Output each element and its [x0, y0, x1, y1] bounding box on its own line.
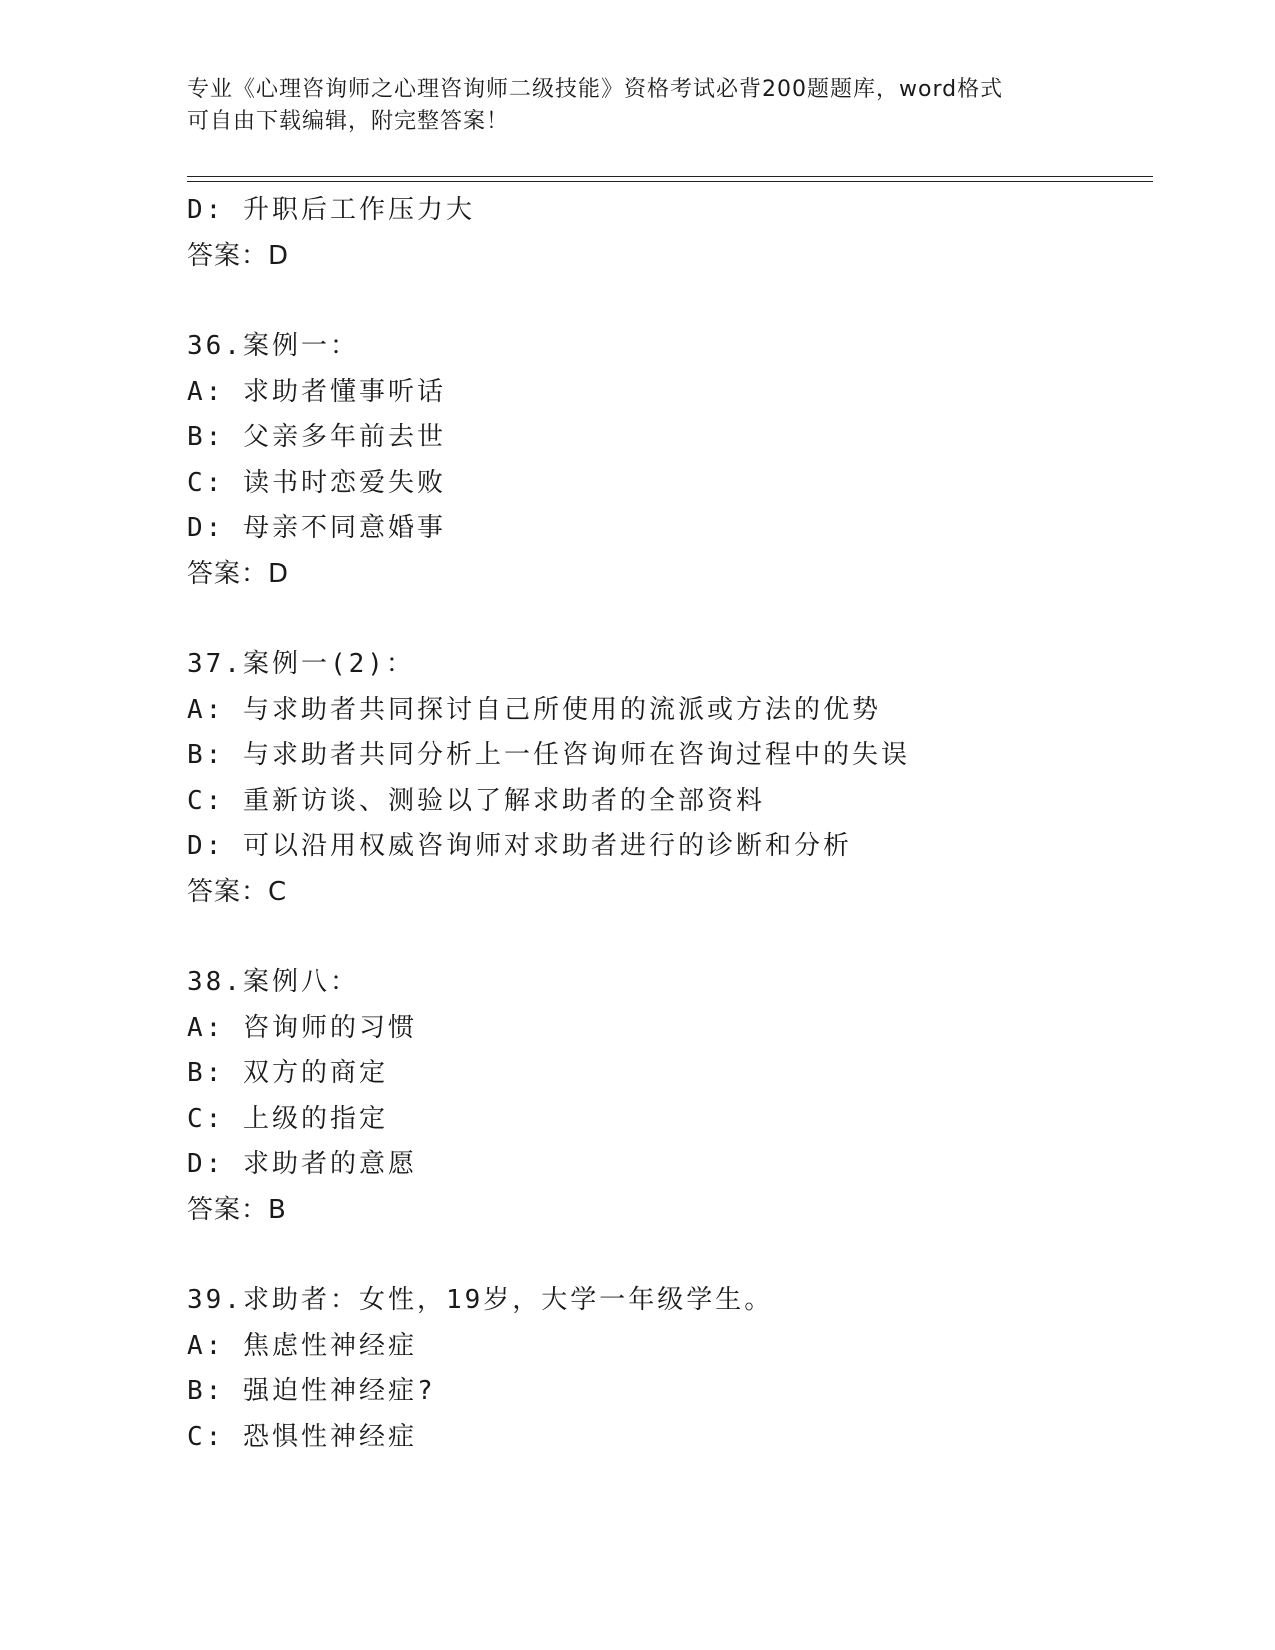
option-a: A: 焦虑性神经症	[187, 1330, 417, 1361]
option-c: C: 重新访谈、测验以了解求助者的全部资料	[187, 785, 765, 816]
answer-line: 答案：D	[187, 558, 290, 589]
answer-line: 答案：B	[187, 1194, 287, 1225]
question-36	[187, 324, 1147, 597]
question-38	[187, 960, 1147, 1233]
option-b: B: 强迫性神经症?	[187, 1376, 436, 1406]
option-c: C: 读书时恋爱失败	[187, 467, 446, 498]
option-d: D: 母亲不同意婚事	[187, 513, 446, 543]
header-line-2: 可自由下载编辑，附完整答案！	[187, 109, 510, 134]
header-line-1: 专业《心理咨询师之心理咨询师二级技能》资格考试必背200题题库，word格式	[187, 77, 1004, 102]
option-a: A: 求助者懂事听话	[187, 376, 446, 407]
header-divider-top	[187, 176, 1153, 177]
option-a: A: 与求助者共同探讨自己所使用的流派或方法的优势	[187, 694, 881, 725]
option-d: D: 可以沿用权威咨询师对求助者进行的诊断和分析	[187, 831, 852, 861]
question-stem: 39.求助者：女性，19岁，大学一年级学生。	[187, 1285, 774, 1315]
option-b: B: 双方的商定	[187, 1058, 388, 1088]
question-stem: 36.案例一：	[187, 331, 359, 361]
option-c: C: 上级的指定	[187, 1103, 388, 1134]
previous-question-tail	[187, 188, 1147, 279]
question-39	[187, 1278, 1147, 1460]
question-stem: 38.案例八：	[187, 967, 359, 997]
answer-line: 答案：D	[187, 240, 290, 271]
option-b: B: 父亲多年前去世	[187, 422, 446, 452]
option-a: A: 咨询师的习惯	[187, 1012, 417, 1043]
option-d: D: 求助者的意愿	[187, 1149, 417, 1179]
question-stem: 37.案例一(2)：	[187, 649, 415, 679]
option-c: C: 恐惧性神经症	[187, 1421, 417, 1452]
header-divider-bottom	[187, 181, 1153, 182]
option-b: B: 与求助者共同分析上一任咨询师在咨询过程中的失误	[187, 740, 910, 770]
question-37	[187, 642, 1147, 915]
answer-line: 答案：C	[187, 876, 288, 907]
document-header	[187, 74, 1067, 138]
option-d: D: 升职后工作压力大	[187, 195, 475, 225]
question-list	[187, 188, 1147, 1460]
